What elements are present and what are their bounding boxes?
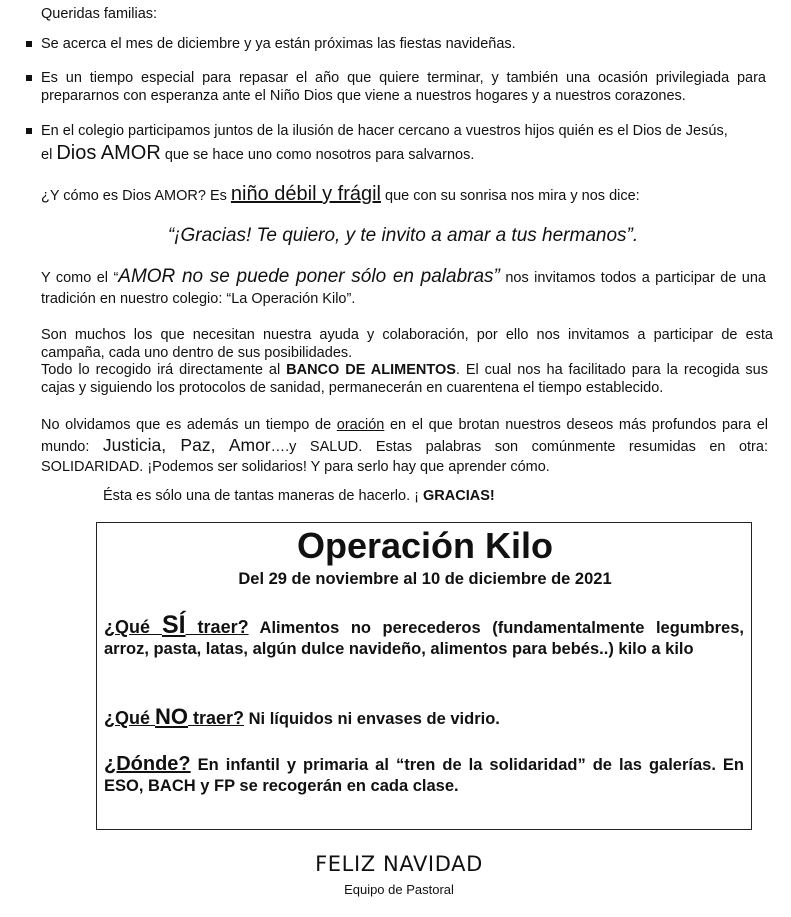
bring-paragraph <box>104 611 744 660</box>
bullet-paragraph-1: Se acerca el mes de diciembre y ya están próximas las fiestas navideñas. <box>41 36 516 52</box>
question-text-a: ¿Y cómo es Dios AMOR? Es <box>41 188 227 204</box>
love-text-a: Y como el “ <box>41 270 119 286</box>
campaign-dates: Del 29 de noviembre al 10 de diciembre de 2021 <box>238 570 612 588</box>
feliz-navidad: FELIZ NAVIDAD <box>315 852 483 876</box>
help-text-a: Todo lo recogido irá directamente al <box>41 362 287 378</box>
where-paragraph <box>104 754 744 797</box>
values-highlight: Justicia, Paz, Amor <box>102 435 271 455</box>
nobring-paragraph <box>104 706 744 730</box>
oracion-word: oración <box>336 417 385 433</box>
bring-question-b: traer? <box>185 617 249 637</box>
help-paragraph-bank <box>41 361 768 397</box>
bullet-icon <box>26 75 32 81</box>
bullet-icon <box>26 41 32 47</box>
campaign-title: Operación Kilo <box>296 525 554 566</box>
question-paragraph <box>41 183 776 206</box>
help-text-b: . El cual nos ha facilitado para la recogida sus cajas y siguiendo los protocolos de sanidad, permanecerán en cuarentena el tiempo establecido. <box>41 362 768 396</box>
help-paragraph-line1: Son muchos los que necesitan nuestra ayuda y colaboración, por ello nos invitamos a participar de esta campaña, cada uno dentro de sus posibilidades. <box>41 327 773 361</box>
where-question: ¿Dónde? <box>104 753 191 775</box>
greeting: Queridas familias: <box>41 6 158 22</box>
gracias-word: GRACIAS! <box>423 488 495 504</box>
love-paragraph <box>41 266 766 310</box>
dios-amor-highlight: Dios AMOR <box>56 142 161 164</box>
nino-debil-highlight: niño débil y frágil <box>230 183 381 205</box>
bullet-paragraph-3-line2 <box>41 142 776 165</box>
where-text: En infantil y primaria al “tren de la solidaridad” de las galerías. En ESO, BACH y FP se recogerán en cada clase. <box>104 756 744 795</box>
bullet-paragraph-2: Es un tiempo especial para repasar el año que quiere terminar, y también una ocasión privilegiada para prepararnos con esperanza ante el Niño Dios que viene a nuestros hogares y a nuestros corazones. <box>41 70 766 104</box>
love-text-b: nos invitamos todos a participar de una tradición en nuestro colegio: “La Operación Kilo”. <box>41 270 767 307</box>
nobring-question-a: ¿Qué <box>104 708 156 728</box>
quote: “¡Gracias! Te quiero, y te invito a amar a tus hermanos”. <box>167 225 639 246</box>
bullet-3-text-c: que se hace uno como nosotros para salvarnos. <box>164 147 475 163</box>
banco-alimentos: BANCO DE ALIMENTOS <box>286 362 456 378</box>
prayer-text-a: No olvidamos que es además un tiempo de <box>41 417 337 433</box>
signature: Equipo de Pastoral <box>344 882 454 897</box>
bring-si: SÍ <box>161 611 186 639</box>
one-way-line <box>103 488 495 504</box>
prayer-paragraph <box>41 415 768 477</box>
question-text-b: que con su sonrisa nos mira y nos dice: <box>385 188 640 204</box>
bring-text: Alimentos no perecederos (fundamentalmente legumbres, arroz, pasta, latas, algún dulce navideño, alimentos para bebés..) kilo a kilo <box>104 619 744 658</box>
bullet-paragraph-3-line1: En el colegio participamos juntos de la ilusión de hacer cercano a vuestros hijos quién es el Dios de Jesús, <box>41 123 728 139</box>
prayer-text-c: ….y SALUD. Estas palabras son comúnmente resumidas en otra: SOLIDARIDAD. ¡Podemos ser solidarios! Y para serlo hay que aprender cómo. <box>41 439 768 475</box>
bullet-3-text-b: el <box>41 147 53 163</box>
one-way-text: Ésta es sólo una de tantas maneras de hacerlo. ¡ <box>103 488 423 504</box>
bullet-icon <box>26 128 32 134</box>
nobring-question-b: traer? <box>188 708 245 728</box>
nobring-no: NO <box>155 704 189 729</box>
prayer-text-b: en el que brotan nuestros deseos más profundos para el mundo: <box>41 417 768 455</box>
nobring-text: Ni líquidos ni envases de vidrio. <box>244 710 500 728</box>
bring-question-a: ¿Qué <box>104 617 162 637</box>
amor-highlight: AMOR no se puede poner sólo en palabras” <box>118 266 500 287</box>
operacion-kilo-box <box>96 522 752 830</box>
